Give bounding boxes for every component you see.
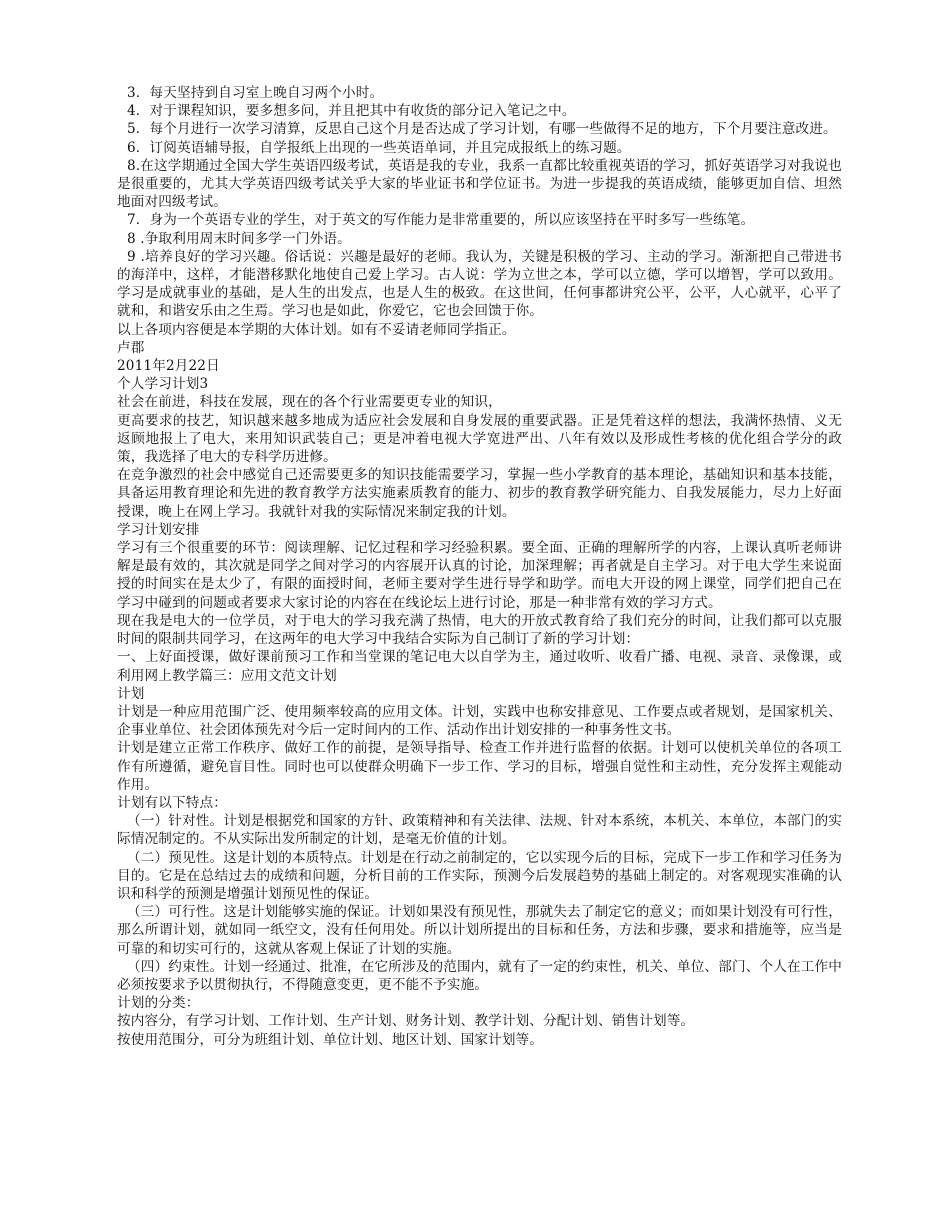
paragraph-plan-definition: 计划是一种应用范围广泛、使用频率较高的应用文体。计划，实践中也称安排意见、工作要点或者规划，是国家机关、企事业单位、社会团体预先对今后一定时间内的工作、活动作出计划安排的一种事务性文书。 [117,703,842,739]
paragraph-by-content: 按内容分，有学习计划、工作计划、生产计划、财务计划、教学计划、分配计划、销售计划等。 [117,1013,695,1030]
author-name: 卢郡 [117,339,145,356]
paragraph-summary: 以上各项内容便是本学期的大体计划。如有不妥请老师同学指正。 [117,321,516,338]
paragraph-item-9: 9 .培养良好的学习兴趣。俗话说：兴趣是最好的老师。我认为，关键是积极的学习、主动的学习。渐渐把自己带进书的海洋中，这样，才能潜移默化地使自己爱上学习。古人说：学为立世之本，学可以立德，学可以增智，学可以致用。学习是成就事业的基础，是人生的出发点，也是人生的极致。在这世间，任何事都讲究公平，公平，人心就平，心平了就和，和谐安乐由之生焉。学习也是如此，你爱它，它也会回馈于你。 [117,248,842,320]
paragraph-student-status: 现在我是电大的一位学员，对于电大的学习我充满了热情，电大的开放式教育给了我们充分的时间，让我们都可以克服时间的限制共同学习，在这两年的电大学习中我结合实际为自己制订了新的学习计划： [117,612,842,648]
paragraph-item-8-weekend: 8 .争取利用周末时间多学一门外语。 [127,230,351,247]
paragraph-item-8-exam: 8.在这学期通过全国大学生英语四级考试，英语是我的专业，我系一直都比较重视英语的学习，抓好英语学习对我说也是很重要的，尤其大学英语四级考试关乎大家的毕业证书和学位证书。为进一步提我的英语成绩，能够更加自信、坦然地面对四级考试。 [117,157,842,211]
section-title-classification: 计划的分类： [117,995,200,1012]
paragraph-feature-targeted: （一）针对性。计划是根据党和国家的方针、政策精神和有关法律、法规、针对本系统，本机关、本单位，本部门的实际情况制定的。不从实际出发所制定的计划，是毫无价值的计划。 [117,813,842,848]
paragraph-motivation: 更高要求的技艺，知识越来越多地成为适应社会发展和自身发展的重要武器。正是凭着这样的想法，我满怀热情、义无返顾地报上了电大，来用知识武装自己；更是冲着电视大学宽进严出、八年有效以及形成性考核的优化组合学分的政策，我选择了电大的专科学历进修。 [117,412,842,466]
paragraph-item-7: 7．身为一个英语专业的学生，对于英文的写作能力是非常重要的，所以应该坚持在平时多写一些练笔。 [127,212,755,229]
section-title-features: 计划有以下特点： [117,794,227,811]
paragraph-item-3: 3．每天坚持到自习室上晚自习两个小时。 [127,85,384,101]
section-title-plan-3: 个人学习计划3 [117,376,209,393]
paragraph-item-5: 5．每个月进行一次学习清算，反思自己这个月是否达成了学习计划，有哪一些做得不足的地方，下个月要注意改进。 [127,121,837,138]
paragraph-competition: 在竞争激烈的社会中感觉自己还需要更多的知识技能需要学习，掌握一些小学教育的基本理论，基础知识和基本技能，具备运用教育理论和先进的教育教学方法实施素质教育的能力、初步的教育教学研究能力、自我发展能力，尽力上好面授课，晚上在网上学习。我就针对我的实际情况来制定我的计划。 [117,467,842,520]
document-body [117,84,842,1049]
paragraph-feature-foresight: （二）预见性。这是计划的本质特点。计划是在行动之前制定的，它以实现今后的目标，完成下一步工作和学习任务为目的。它是在总结过去的成绩和问题，分析目前的工作实际，预测今后发展趋势的基础上制定的。对客观现实准确的认识和科学的预测是增强计划预见性的保证。 [117,849,842,902]
paragraph-item-6: 6．订阅英语辅导报，自学报纸上出现的一些英语单词，并且完成报纸上的练习题。 [127,139,631,156]
document-date: 2011年2月22日 [117,358,220,375]
section-title-schedule: 学习计划安排 [117,521,200,538]
paragraph-by-scope: 按使用范围分，可分为班组计划、单位计划、地区计划、国家计划等。 [117,1031,544,1048]
section-title-plan: 计划 [117,685,145,702]
paragraph-face-to-face: 一、上好面授课，做好课前预习工作和当堂课的笔记电大以自学为主，通过收听、收看广播、电视、录音、录像课，或利用网上教学篇三：应用文范文计划 [117,649,842,684]
paragraph-feature-feasibility: （三）可行性。这是计划能够实施的保证。计划如果没有预见性，那就失去了制定它的意义；而如果计划没有可行性，那么所谓计划，就如同一纸空文，没有任何用处。所以计划所提出的目标和任务，方法和步骤，要求和措施等，应当是可靠的和切实可行的，这就从客观上保证了计划的实施。 [117,904,842,957]
paragraph-feature-binding: （四）约束性。计划一经通过、批准，在它所涉及的范围内，就有了一定的约束性，机关、单位、部门、个人在工作中必须按要求予以贯彻执行，不得随意变更，更不能不予实施。 [117,958,842,993]
paragraph-item-4: 4．对于课程知识，要多想多问，并且把其中有收货的部分记入笔记之中。 [127,103,576,120]
paragraph-three-steps: 学习有三个很重要的环节：阅读理解、记忆过程和学习经验积累。要全面、正确的理解所学的内容，上课认真听老师讲解是最有效的，其次就是同学之间对学习的内容展开认真的讨论，加深理解；再者就是自主学习。对于电大学生来说面授的时间实在是太少了，有限的面授时间，老师主要对学生进行导学和助学。而电大开设的网上课堂，同学们把自己在学习中碰到的问题或者要求大家讨论的内容在在线论坛上进行讨论，那是一种非常有效的学习方式。 [117,540,842,611]
paragraph-plan-purpose: 计划是建立正常工作秩序、做好工作的前提，是领导指导、检查工作并进行监督的依据。计划可以使机关单位的各项工作有所遵循，避免盲目性。同时也可以使群众明确下一步工作、学习的目标，增强自觉性和主动性，充分发挥主观能动作用。 [117,740,842,793]
paragraph-intro: 社会在前进，科技在发展，现在的各个行业需要更专业的知识， [117,394,502,411]
